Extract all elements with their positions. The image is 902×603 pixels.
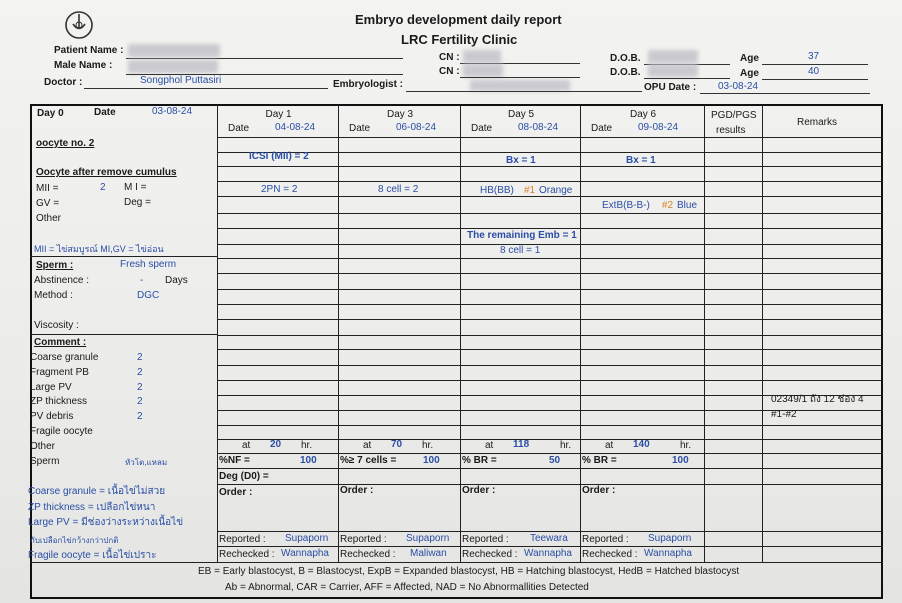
oocyte-no: oocyte no. 2: [36, 138, 95, 149]
cn-line-2: [460, 77, 580, 78]
reported-label: Reported :: [340, 534, 387, 545]
grid-row-line: [217, 439, 881, 440]
order-label: Order :: [340, 485, 374, 496]
at-label: at: [605, 440, 614, 451]
day0-date-label: Date: [94, 107, 116, 118]
days-label: Days: [165, 275, 188, 286]
mii-value: 2: [100, 182, 106, 193]
sperm-value: Fresh sperm: [120, 259, 177, 270]
comment-item-label: Coarse granule: [30, 352, 99, 363]
pgd-title-2: results: [716, 125, 746, 136]
grid-row-line: [217, 258, 881, 259]
day-date-value: 09-08-24: [638, 122, 679, 133]
embryologist-label: Embryologist :: [333, 79, 404, 90]
day-grade: HB(BB): [480, 185, 514, 196]
method-value: DGC: [137, 290, 160, 301]
patient-name-line: [126, 58, 403, 59]
comment-item-label: Sperm: [30, 456, 60, 467]
reported-value: Teewara: [530, 533, 568, 544]
grid-row-line: [217, 453, 881, 454]
grid-row-line: [217, 468, 881, 469]
grid-row-line: [217, 152, 881, 153]
day-date-value: 04-08-24: [275, 122, 316, 133]
dob-label-2: D.O.B.: [610, 67, 641, 78]
grid-row-line: [217, 365, 881, 366]
metric-value: 100: [300, 455, 317, 466]
reported-label: Reported :: [462, 534, 509, 545]
reported-label: Reported :: [582, 534, 629, 545]
cn-redacted-2: [463, 64, 503, 77]
remaining-emb: The remaining Emb = 1: [467, 230, 577, 241]
cn-redacted-1: [463, 50, 501, 63]
grid-row-line: [217, 289, 881, 290]
grid-row-line: [217, 484, 881, 485]
grid-row-line: [217, 531, 881, 532]
grid-row-line: [217, 380, 881, 381]
grid-row-line: [217, 335, 881, 336]
comment-item-value: หัวโต,แหลม: [125, 458, 168, 467]
metric-value: 100: [672, 455, 689, 466]
order-label: Order :: [219, 487, 253, 498]
male-name-label: Male Name :: [54, 60, 113, 71]
rechecked-value: Maliwan: [410, 548, 447, 559]
comment-item-value: 2: [137, 367, 143, 378]
hr-label: hr.: [560, 440, 572, 451]
comment-item-value: 2: [137, 411, 143, 422]
grid-row-line: [217, 304, 881, 305]
clinic-logo-icon: [63, 9, 95, 41]
at-label: at: [363, 440, 372, 451]
doctor-value: Songphol Puttasiri: [140, 75, 222, 86]
rechecked-label: Rechecked :: [462, 549, 518, 560]
day-row-1: Bx = 1: [626, 155, 656, 166]
rechecked-value: Wannapha: [524, 548, 572, 559]
comment-item-value: 2: [137, 396, 143, 407]
order-label: Order :: [582, 485, 616, 496]
remarks-line-2: #1-#2: [771, 409, 797, 420]
day-title: Day 3: [387, 109, 414, 120]
grid-row-line: [217, 425, 881, 426]
footer-line-1: EB = Early blastocyst, B = Blastocyst, ExpB = Expanded blastocyst, HB = Hatching blastocyst, HedB = Hatched blastocyst: [198, 566, 740, 577]
sperm-section-divider: [30, 256, 218, 257]
deg-d0-label: Deg (D0) =: [219, 471, 269, 482]
at-hours: 140: [633, 439, 650, 450]
patient-name-label: Patient Name :: [54, 45, 124, 56]
grid-row-line: [217, 349, 881, 350]
at-label: at: [242, 440, 251, 451]
age-female: 37: [808, 51, 820, 62]
comment-item-label: Fragment PB: [30, 367, 89, 378]
comment-note: Fragile oocyte = เนื้อไข่เปราะ: [28, 550, 157, 561]
patient-name-redacted: [128, 44, 220, 57]
dob-redacted-1: [648, 50, 698, 63]
grid-row-line: [217, 273, 881, 274]
col-divider-day5: [460, 105, 461, 562]
report-title: Embryo development daily report: [355, 12, 562, 27]
comment-item-label: Large PV: [30, 382, 72, 393]
reported-value: Supaporn: [648, 533, 692, 544]
remaining-emb-cells: 8 cell = 1: [500, 245, 541, 256]
hr-label: hr.: [680, 440, 692, 451]
age-label-1: Age: [740, 53, 759, 64]
oocyte-after-cumulus: Oocyte after remove cumulus: [36, 167, 177, 178]
pgd-title-1: PGD/PGS: [711, 110, 757, 121]
day-grade: ExtB(B-B-): [602, 200, 650, 211]
col-divider-day3: [338, 105, 339, 562]
clinic-name: LRC Fertility Clinic: [401, 32, 518, 47]
opu-value: 03-08-24: [718, 81, 759, 92]
rechecked-label: Rechecked :: [219, 549, 275, 560]
rechecked-value: Wannapha: [644, 548, 692, 559]
grid-row-line: [217, 137, 881, 138]
day-date-label: Date: [591, 123, 613, 134]
col-divider-day6: [580, 105, 581, 562]
grid-row-line: [217, 319, 881, 320]
gv-label: GV =: [36, 198, 60, 209]
comment-title: Comment :: [34, 337, 87, 348]
embryologist-line: [406, 91, 642, 92]
other-label: Other: [36, 213, 62, 224]
comment-item-value: 2: [137, 352, 143, 363]
day-date-label: Date: [349, 123, 371, 134]
day-title: Day 6: [630, 109, 657, 120]
method-label: Method :: [34, 290, 73, 301]
table-right-border: [881, 104, 883, 599]
male-name-redacted: [128, 60, 218, 73]
comment-item-value: 2: [137, 382, 143, 393]
comment-note: กับเปลือกไข่กว้างกว่าปกติ: [30, 536, 119, 545]
reported-label: Reported :: [219, 534, 266, 545]
comment-item-label: PV debris: [30, 411, 74, 422]
day-embryo-number: #1: [524, 185, 536, 196]
doctor-line: [84, 88, 328, 89]
order-label: Order :: [462, 485, 496, 496]
grid-row-line: [217, 213, 881, 214]
grid-row-line: [217, 181, 881, 182]
metric-label: % BR =: [462, 455, 497, 466]
embryologist-redacted: [470, 80, 570, 91]
age-label-2: Age: [740, 68, 759, 79]
col-divider-pgd: [704, 105, 705, 562]
abstinence-label: Abstinence :: [34, 275, 90, 286]
comment-section-divider: [30, 334, 218, 335]
reported-value: Supaporn: [406, 533, 450, 544]
grid-row-line: [217, 166, 881, 167]
day-embryo-color: Orange: [539, 185, 573, 196]
day-date-label: Date: [228, 123, 250, 134]
cn-label-2: CN :: [439, 66, 460, 77]
rechecked-label: Rechecked :: [340, 549, 396, 560]
comment-item-label: ZP thickness: [30, 396, 88, 407]
hr-label: hr.: [301, 440, 313, 451]
opu-label: OPU Date :: [644, 82, 697, 93]
reported-value: Supaporn: [285, 533, 329, 544]
at-label: at: [485, 440, 494, 451]
day-embryo-color: Blue: [677, 200, 698, 211]
comment-note: ZP thickness = เปลือกไข่หนา: [28, 502, 156, 513]
rechecked-label: Rechecked :: [582, 549, 638, 560]
cn-label-1: CN :: [439, 52, 460, 63]
grid-row-line: [217, 244, 881, 245]
metric-value: 50: [549, 455, 561, 466]
day-row-2: 2PN = 2: [261, 184, 298, 195]
comment-note: Large PV = มีช่องว่างระหว่างเนื้อไข่: [28, 517, 184, 528]
at-hours: 118: [513, 439, 530, 450]
abstinence-value: -: [140, 275, 144, 286]
table-bottom-border: [30, 597, 883, 599]
col-divider-remarks: [762, 105, 763, 562]
age-male: 40: [808, 66, 820, 77]
comment-note: Coarse granule = เนื้อไข่ไม่สวย: [28, 486, 166, 497]
at-hours: 70: [391, 439, 403, 450]
sperm-title: Sperm :: [36, 260, 74, 271]
day0-date-value: 03-08-24: [152, 106, 193, 117]
hr-label: hr.: [422, 440, 434, 451]
day-row-1: Bx = 1: [506, 155, 536, 166]
grid-row-line: [217, 228, 881, 229]
deg-label: Deg =: [124, 197, 151, 208]
metric-label: %NF =: [219, 455, 250, 466]
day-date-value: 06-08-24: [396, 122, 437, 133]
day-title: Day 1: [265, 109, 292, 120]
day-embryo-number: #2: [662, 200, 674, 211]
rechecked-value: Wannapha: [281, 548, 329, 559]
grid-row-line: [217, 546, 881, 547]
day-date-label: Date: [471, 123, 493, 134]
age-line-1: [762, 64, 868, 65]
at-hours: 20: [270, 439, 282, 450]
metric-value: 100: [423, 455, 440, 466]
day-row-2: 8 cell = 2: [378, 184, 419, 195]
day-row-1: ICSI (MII) = 2: [249, 151, 309, 162]
remarks-line-1: 02349/1 ถัง 12 ช่อง 4: [771, 394, 864, 405]
viscosity-label: Viscosity :: [34, 320, 79, 331]
day-date-value: 08-08-24: [518, 122, 559, 133]
remarks-title: Remarks: [797, 117, 838, 128]
mi-label: M I =: [124, 182, 147, 193]
mii-legend: MII = ไข่สมบูรณ์ MI,GV = ไข่อ่อน: [34, 244, 164, 254]
comment-item-label: Other: [30, 441, 56, 452]
day0-title: Day 0: [37, 108, 64, 119]
opu-line: [700, 93, 870, 94]
metric-label: %≥ 7 cells =: [340, 455, 397, 466]
metric-label: % BR =: [582, 455, 617, 466]
dob-label-1: D.O.B.: [610, 53, 641, 64]
dob-redacted-2: [648, 64, 698, 77]
footer-separator: [30, 562, 883, 563]
age-line-2: [762, 79, 868, 80]
doctor-label: Doctor :: [44, 77, 83, 88]
comment-item-label: Fragile oocyte: [30, 426, 93, 437]
day-title: Day 5: [508, 109, 535, 120]
dob-line-2: [644, 78, 730, 79]
footer-line-2: Ab = Abnormal, CAR = Carrier, AFF = Affected, NAD = No Abnormallities Detected: [225, 582, 589, 593]
mii-label: MII =: [36, 183, 59, 194]
